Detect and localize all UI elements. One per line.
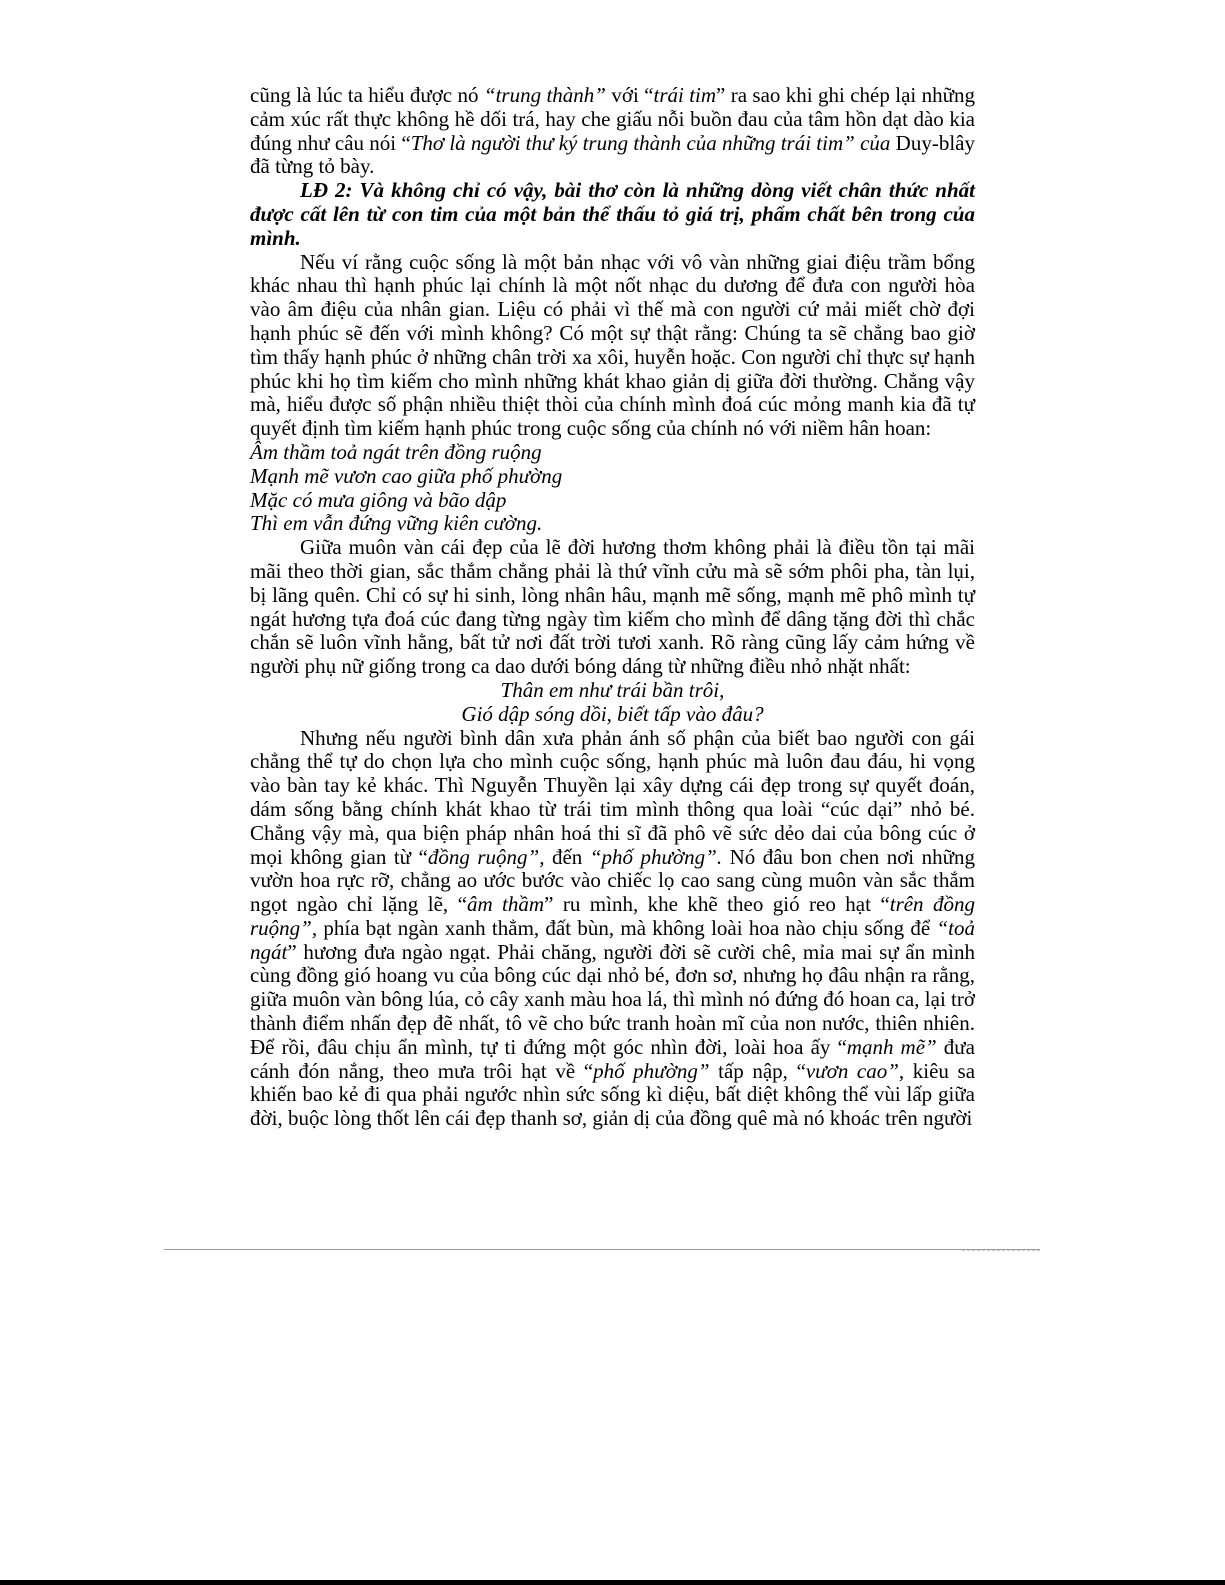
text-run: ” hương đưa ngào ngạt. Phải chăng, người đời sẽ cười chê, mỉa mai sự ẩn mình cùng đồng gió hoang vu của bông cúc dại nhỏ bé, đơn sơ, nhưng họ đâu nhận ra rằng, giữa muôn vàn bông lúa, cỏ cây xanh màu hoa lá, thì mình nó đứng đó hoan ca, lại trở thành điểm nhấn đẹp đẽ nhất, tô vẽ cho bức tranh hoàn mĩ của non nước, thiên nhiên. Để rồi, đâu chịu ẩn mình, tự ti đứng một góc nhìn đời, loài hoa ấy “ (250, 939, 975, 1059)
page-bottom-edge (0, 1580, 1225, 1585)
text-run: cũng là lúc ta hiểu được nó (250, 83, 484, 107)
italic-text-run: phố phường” (593, 1058, 710, 1083)
poem-line: Thì em vẫn đứng vững kiên cường. (250, 511, 543, 536)
poem-quote (250, 441, 975, 536)
poem-line: Âm thầm toả ngát trên đồng ruộng (250, 439, 542, 464)
page-body (250, 84, 975, 1131)
italic-text-run: âm thầm (466, 892, 545, 917)
text-run: Nhưng nếu người bình dân xưa phản ánh số phận của biết bao người con gái chẳng thể tự do chọn lựa cho mình cuộc sống, hạnh phúc mà luôn đau đáu, hi vọng vào bàn tay kẻ khác. Thì Nguyễn Thuyền lại xây dựng cái đẹp trong sự quyết đoán, dám sống bằng chính khát khao từ trái tim mình thông qua loài “cúc dại” nhỏ bé. Chẳng vậy mà, qua biện pháp nhân hoá thi sĩ đã phô vẽ sức dẻo dai của bông cúc ở mọi không gian từ “ (250, 725, 975, 869)
italic-text-run: đồng ruộng”, (427, 844, 552, 869)
paragraph-wild-daisy (250, 727, 975, 1132)
text-run: đến (551, 844, 590, 869)
text-run: kiêu sa khiến bao kẻ đi qua phải ngước nhìn sức sống kì diệu, bất diệt không thể vùi lấp giữa đời, buộc lòng thốt lên cái đẹp thanh sơ, giản dị của đồng quê mà nó khoác trên người (250, 1058, 976, 1131)
italic-text-run: trên đồng ruộng”, (250, 892, 976, 940)
text-run: Duy-blây đã từng tỏ bày. (250, 130, 975, 179)
folk-verse-quote (250, 679, 975, 727)
paragraph-beauty: Giữa muôn vàn cái đẹp của lẽ đời hương thơm không phải là điều tồn tại mãi mãi theo thời gian, sắc thắm chẳng phải là thứ vĩnh cửu mà sẽ sớm phôi pha, tàn lụi, bị lãng quên. Chỉ có sự hi sinh, lòng nhân hâu, mạnh mẽ sống, mạnh mẽ phô mình tự ngát hương tựa đoá cúc đang từng ngày tìm kiếm cho mình để dâng tặng đời thì chắc chắn sẽ luôn vĩnh hằng, bất tử nơi đất trời tươi xanh. Rõ ràng cũng lấy cảm hứng về người phụ nữ giống trong ca dao dưới bóng dáng từ những điều nhỏ nhặt nhất: (250, 535, 975, 679)
text-run: đưa cánh đón nắng, theo mưa trôi hạt về “ (250, 1034, 976, 1083)
paragraph-intro (250, 84, 975, 179)
text-run: ” ru mình, khe khẽ theo gió reo hạt “ (544, 892, 890, 917)
italic-text-run: trái tim (653, 83, 717, 107)
text-run: với “ (605, 83, 654, 107)
folk-verse-line: Gió dập sóng dồi, biết tấp vào đâu? (461, 701, 764, 726)
text-run: tấp nập, “ (709, 1058, 806, 1083)
italic-text-run: “phố phường”. (589, 844, 723, 869)
footer-divider (164, 1249, 1040, 1250)
folk-verse-line: Thân em như trái bần trôi, (500, 677, 725, 702)
footer-divider-tail (962, 1250, 1040, 1251)
text-run: ” ra sao khi ghi chép lại những cảm xúc rất thực không hề dối trá, hay che giấu nỗi buồn đau của tâm hồn dạt dào kia đúng như câu nói “ (250, 83, 975, 155)
italic-text-run: mạnh mẽ” (846, 1034, 937, 1059)
italic-text-run: “toả ngát (250, 915, 975, 964)
italic-text-run: “trung thành” (483, 83, 606, 107)
text-run: phía bạt ngàn xanh thẳm, đất bùn, mà không loài hoa nào chịu sống để (317, 915, 937, 940)
poem-line: Mạnh mẽ vươn cao giữa phố phường (250, 463, 563, 488)
poem-line: Mặc có mưa giông và bão dập (250, 487, 507, 512)
italic-text-run: Thơ là người thư ký trung thành của những trái tim” của (410, 130, 891, 155)
text-run: Nó đâu bon chen nơi những vườn hoa rực rỡ, chẳng ao ước bước vào chiếc lọ cao sang cùng muôn vàn sắc thắm ngọt ngào chỉ lặng lẽ, “ (250, 844, 976, 917)
italic-text-run: vươn cao”, (805, 1058, 905, 1083)
section-heading: LĐ 2: Và không chỉ có vậy, bài thơ còn là những dòng viết chân thức nhất được cất lên từ con tim của một bản thể thấu tỏ giá trị, phẩm chất bên trong của mình. (250, 178, 975, 250)
paragraph-happiness: Nếu ví rằng cuộc sống là một bản nhạc với vô vàn những giai điệu trầm bổng khác nhau thì hạnh phúc lại chính là một nốt nhạc du dương để đưa con người hòa vào âm điệu của nhân gian. Liệu có phải vì thế mà con người cứ mải miết chờ đợi hạnh phúc sẽ đến với mình không? Có một sự thật rằng: Chúng ta sẽ chẳng bao giờ tìm thấy hạnh phúc ở những chân trời xa xôi, huyễn hoặc. Con người chỉ thực sự hạnh phúc khi họ tìm kiếm cho mình những khát khao giản dị giữa đời thường. Chẳng vậy mà, hiểu được số phận nhiều thiệt thòi của chính mình đoá cúc mỏng manh kia đã tự quyết định tìm kiếm hạnh phúc trong cuộc sống của chính nó với niềm hân hoan: (250, 249, 975, 441)
